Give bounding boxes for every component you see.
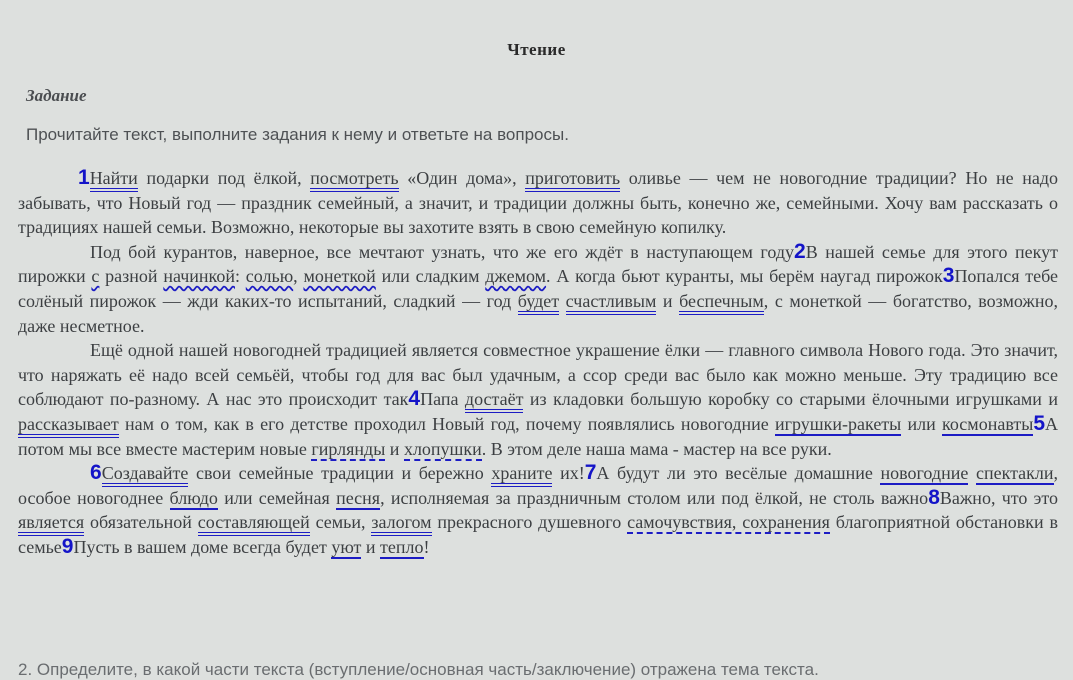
- underlined-word: составляющей: [198, 512, 310, 536]
- text-run: или семейная: [217, 487, 337, 508]
- underlined-word: спектакли: [975, 463, 1054, 484]
- underlined-word: рассказывает: [18, 414, 119, 438]
- underlined-word: хлопушки: [403, 438, 482, 459]
- text-run: , особое новогоднее: [18, 463, 1059, 508]
- text-run: [559, 291, 566, 311]
- paragraph-1: [18, 166, 1058, 240]
- underlined-word: начинкой: [163, 266, 235, 287]
- marker-6: 6: [90, 461, 102, 485]
- text-run: А потом мы все вместе мастерим новые: [18, 413, 1059, 459]
- text-run: :: [235, 266, 246, 287]
- underlined-word: космонавты: [942, 413, 1034, 434]
- underlined-word: будет: [518, 291, 559, 315]
- underlined-word: Найти: [90, 168, 138, 192]
- text-run: оливье — чем не новогодние традиции? Но не надо забывать, что Новый год — праздник семейный, а значит, и традиции должны быть, конечно же, семейными. Хочу вам рассказать о традициях нашей семьи. Возможно, некоторые вы захотите взять в свою семейную копилку.: [18, 168, 1058, 238]
- reading-text: [18, 166, 1058, 560]
- text-run: семьи,: [309, 512, 372, 533]
- text-run: из кладовки большую коробку со старыми ёлочными игрушками и: [523, 389, 1058, 410]
- text-run: или: [901, 413, 943, 434]
- text-run: и: [361, 536, 381, 557]
- underlined-word: достаёт: [465, 389, 524, 413]
- text-run: разной: [99, 266, 164, 287]
- underlined-word: Создавайте: [102, 463, 189, 487]
- text-run: . В этом деле наша мама - мастер на все руки.: [481, 438, 832, 459]
- task-heading: Задание: [26, 86, 87, 105]
- underlined-word: игрушки-ракеты: [775, 413, 902, 434]
- text-run: Важно, что это: [939, 487, 1059, 508]
- marker-1: 1: [78, 166, 90, 189]
- paragraph-4: [18, 461, 1058, 559]
- underlined-word: солью: [245, 266, 294, 287]
- text-run: нам о том, как в его детстве проходил Новый год, почему появлялись новогодние: [118, 413, 776, 434]
- underlined-word: самочувствия, сохранения: [627, 512, 830, 533]
- text-run: «Один дома»,: [398, 168, 526, 188]
- underlined-word: новогодние: [880, 463, 969, 484]
- text-run: Попался тебе солёный пирожок — жди каких-то испытаний, сладкий — год: [18, 266, 1059, 311]
- text-run: , с монеткой — богатство, возможно, даже несметное.: [18, 290, 1058, 336]
- text-run: , исполняемая за праздничным столом или под ёлкой, не столь важно: [380, 487, 929, 508]
- text-run: благоприятной обстановки в семье: [18, 512, 1058, 557]
- underlined-word: блюдо: [169, 487, 218, 508]
- underlined-word: является: [18, 512, 84, 536]
- marker-3: 3: [942, 264, 955, 288]
- text-run: обязательной: [84, 512, 198, 533]
- text-run: !: [423, 536, 430, 557]
- marker-4: 4: [408, 387, 421, 411]
- text-run: свои семейные традиции и бережно: [188, 463, 492, 484]
- underlined-word: уют: [331, 536, 362, 557]
- underlined-word: тепло: [380, 536, 424, 557]
- text-run: . А когда бьют куранты, мы берём наугад пирожок: [546, 266, 943, 287]
- text-run: подарки под ёлкой,: [137, 168, 311, 188]
- underlined-word: джемом: [485, 266, 547, 287]
- marker-9: 9: [61, 534, 74, 558]
- underlined-word: песня: [336, 487, 381, 508]
- text-run: А будут ли это весёлые домашние: [596, 463, 881, 484]
- text-run: В нашей семье для этого пекут пирожки: [18, 241, 1059, 287]
- marker-7: 7: [584, 461, 597, 485]
- paragraph-2: [18, 240, 1058, 338]
- underlined-word: с: [91, 266, 100, 287]
- text-run: Ещё одной нашей новогодней традицией является совместное украшение ёлки — главного символа Нового года. Это значит, что наряжать её надо всей семьёй, чтобы год для вас был удачным, а ссор среди вас было как можно меньше. Эту традицию все соблюдают по-разному. А нас это происходит так: [18, 340, 1058, 410]
- paragraph-3: [18, 338, 1058, 461]
- underlined-word: счастливым: [566, 291, 657, 315]
- text-run: Пусть в вашем доме всегда будет: [73, 536, 332, 557]
- marker-2: 2: [794, 239, 806, 263]
- instruction-text: Прочитайте текст, выполните задания к нему и ответьте на вопросы.: [26, 125, 569, 144]
- text-run: прекрасного душевного: [431, 512, 628, 533]
- marker-8: 8: [928, 485, 940, 509]
- text-run: и: [385, 438, 404, 459]
- page-title: Чтение: [507, 40, 566, 59]
- underlined-word: монеткой: [303, 266, 376, 287]
- text-run: [968, 463, 976, 483]
- underlined-word: приготовить: [525, 168, 620, 192]
- text-run: или сладким: [375, 266, 486, 287]
- text-run: Под бой курантов, наверное, все мечтают узнать, что же его ждёт в наступающем году: [90, 241, 795, 262]
- text-run: ,: [293, 266, 304, 287]
- marker-5: 5: [1033, 411, 1046, 435]
- underlined-word: залогом: [371, 512, 431, 536]
- underlined-word: посмотреть: [310, 168, 398, 192]
- text-run: Папа: [420, 389, 465, 410]
- next-question-text: 2. Определите, в какой части текста (вступление/основная часть/заключение) отражена тема текста.: [18, 660, 819, 679]
- underlined-word: гирлянды: [311, 438, 386, 459]
- text-run: их!: [552, 463, 585, 484]
- text-run: и: [656, 290, 680, 311]
- underlined-word: храните: [491, 463, 552, 487]
- underlined-word: беспечным: [679, 291, 764, 315]
